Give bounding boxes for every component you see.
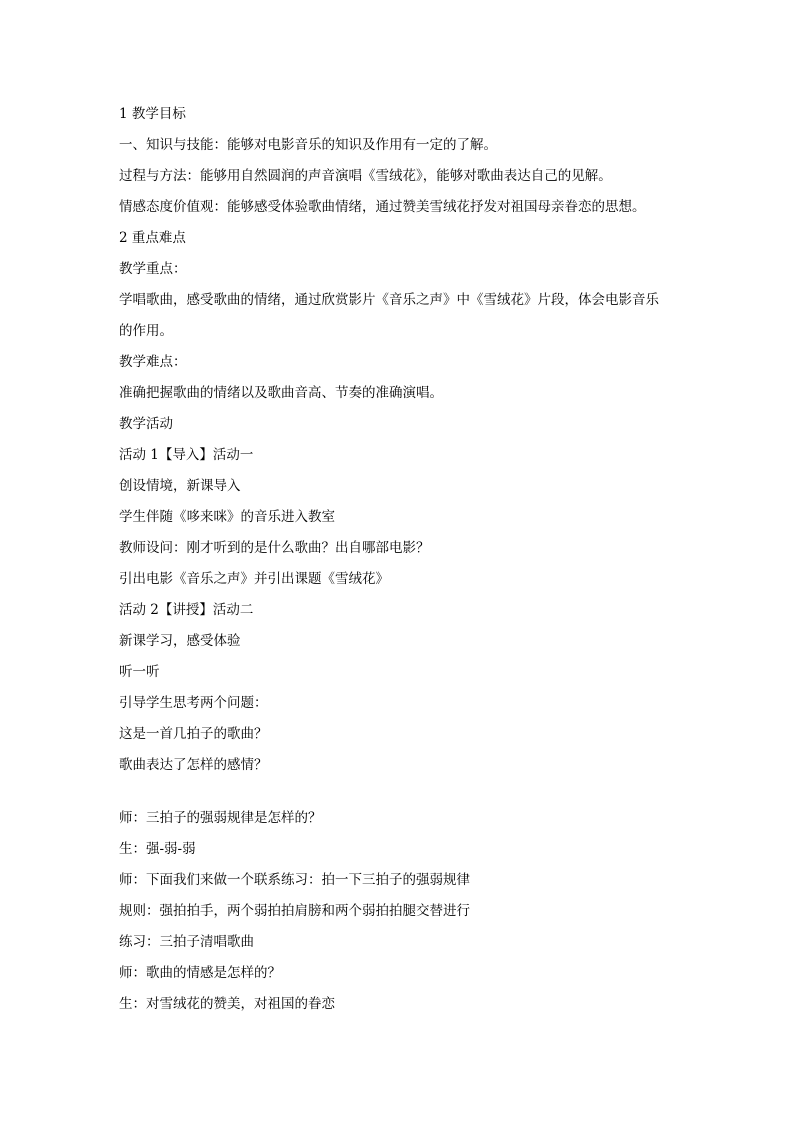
document-body (119, 99, 679, 1020)
paragraph-line: 生：强-弱-弱 (119, 841, 196, 857)
paragraph-line: 师：歌曲的情感是怎样的？ (119, 965, 281, 981)
paragraph-line: 学唱歌曲，感受歌曲的情绪，通过欣赏影片《音乐之声》中《雪绒花》片段，体会电影音乐 (119, 292, 659, 308)
paragraph-line: 规则：强拍拍手，两个弱拍拍肩膀和两个弱拍拍腿交替进行 (119, 903, 470, 919)
paragraph-line: 创设情境，新课导入 (119, 478, 241, 494)
paragraph-line: 引出电影《音乐之声》并引出课题《雪绒花》 (119, 571, 389, 587)
paragraph-line: 教学难点： (119, 354, 187, 370)
paragraph-line: 师：三拍子的强弱规律是怎样的？ (119, 810, 322, 826)
section-heading-activities: 教学活动 (119, 416, 173, 432)
paragraph-line: 歌曲表达了怎样的感情？ (119, 757, 268, 773)
paragraph-line: 生：对雪绒花的赞美，对祖国的眷恋 (119, 996, 335, 1012)
section-heading-key-points: 2 重点难点 (119, 230, 186, 246)
paragraph-line: 这是一首几拍子的歌曲？ (119, 726, 268, 742)
paragraph-line: 教学重点： (119, 261, 187, 277)
paragraph-line: 引导学生思考两个问题： (119, 695, 268, 711)
paragraph-line: 听一听 (119, 664, 160, 680)
paragraph-line: 新课学习，感受体验 (119, 633, 241, 649)
paragraph-line: 过程与方法：能够用自然圆润的声音演唱《雪绒花》，能够对歌曲表达自己的见解。 (119, 168, 612, 184)
paragraph-line: 活动 2【讲授】活动二 (119, 602, 254, 618)
blank-line (119, 781, 679, 803)
paragraph-line: 师：下面我们来做一个联系练习：拍一下三拍子的强弱规律 (119, 872, 470, 888)
paragraph-line: 的作用。 (119, 323, 173, 339)
paragraph-line: 一、知识与技能：能够对电影音乐的知识及作用有一定的了解。 (119, 137, 497, 153)
paragraph-line: 情感态度价值观：能够感受体验歌曲情绪，通过赞美雪绒花抒发对祖国母亲眷恋的思想。 (119, 199, 646, 215)
section-heading-objectives: 1 教学目标 (119, 106, 186, 122)
paragraph-line: 准确把握歌曲的情绪以及歌曲音高、节奏的准确演唱。 (119, 385, 443, 401)
paragraph-line: 活动 1【导入】活动一 (119, 447, 254, 463)
paragraph-line: 教师设问：刚才听到的是什么歌曲？出自哪部电影？ (119, 540, 430, 556)
paragraph-line: 学生伴随《哆来咪》的音乐进入教室 (119, 509, 335, 525)
paragraph-line: 练习：三拍子清唱歌曲 (119, 934, 254, 950)
